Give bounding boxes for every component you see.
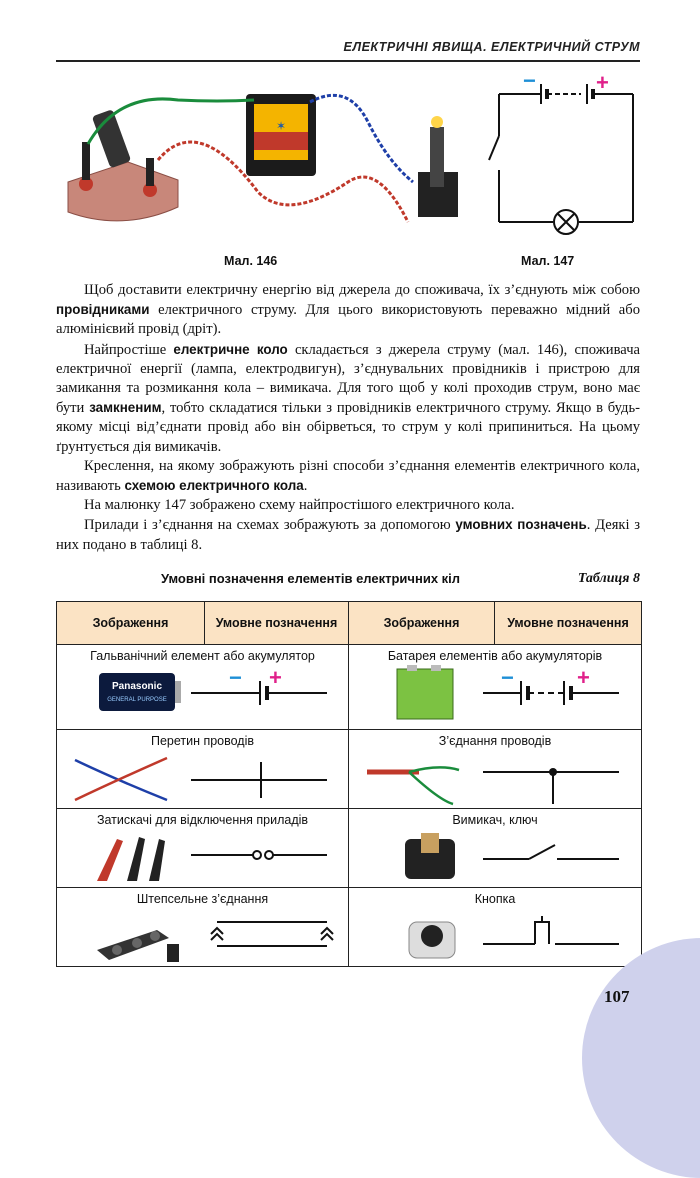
header-symbol-2: Умовне позначення [495,602,642,645]
corner-decoration [582,938,700,1178]
paragraph-5: Прилади і з’єднання на схемах зображують за допомогою умовних позначень. Деякі з них подано в таблиці 8. [56,517,640,553]
running-header: ЕЛЕКТРИЧНІ ЯВИЩА. ЕЛЕКТРИЧНИЙ СТРУМ [343,40,640,54]
svg-text:+: + [269,665,282,690]
header-symbol-1: Умовне позначення [205,602,349,645]
paragraph-3: Креслення, на якому зображують різні способи з’єднання елементів електричного кола, називають схемою електричного кола. [56,457,640,495]
svg-text:GENERAL PURPOSE: GENERAL PURPOSE [107,697,167,703]
row-galvanic-cell: Гальванічний елемент або акумулятор Panasonic GENERAL PURPOSE − + [57,645,348,729]
header-image-1: Зображення [57,602,205,645]
row-clamps: Затискачі для відключення приладів [57,809,348,887]
row-plug: Штепсельне з’єднання [57,888,348,966]
caption-fig146: Мал. 146 [224,254,278,268]
paragraph-2: Найпростіше електричне коло складається з джерела струму (мал. 146), споживача електричної енергії (лампа, електродвигун), з’єднувальних провідників і пристрою для замикання та розмикання кола – вимикача. Для того щоб у колі проходив струм, воно має бути замкненим, тобто складатися тільки з провідників електричного струму. Якщо в будь-якому місці від’єднати провід або він обірветься, то струм у колі припиниться. На цьому ґрунтується дія вимикачів. [56,341,641,455]
symbols-table [56,601,642,967]
body-text [56,281,640,555]
table-label: Таблиця 8 [577,571,640,586]
row-wire-crossing: Перетин проводів [57,730,348,808]
circuit-schematic [485,70,645,238]
svg-text:−: − [501,665,514,690]
svg-text:+: + [577,665,590,690]
row-battery: Батарея елементів або акумуляторів − + [349,645,641,729]
header-rule [56,60,640,62]
svg-text:−: − [229,665,242,690]
caption-fig147: Мал. 147 [521,254,575,268]
paragraph-4: На малюнку 147 зображено схему найпростішого електричного кола. [84,497,515,514]
row-switch: Вимикач, ключ [349,809,641,887]
page-number: 107 [604,987,630,1006]
circuit-photo [58,72,468,247]
paragraph-1: Щоб доставити електричну енергію від джерела до споживача, їх з’єднують між собою провідниками електричного струму. Для цього використовують переважно мідний або алюмінієвий провід (дріт). [56,282,640,338]
header-image-2: Зображення [349,602,495,645]
row-button: Кнопка [349,888,641,966]
svg-text:Panasonic: Panasonic [111,681,163,692]
row-wire-joint: З’єднання проводів [349,730,641,808]
minus-sign: − [523,70,536,93]
svg-text:✶: ✶ [275,119,287,133]
plus-sign: + [596,70,609,95]
battery-photo [99,673,181,711]
